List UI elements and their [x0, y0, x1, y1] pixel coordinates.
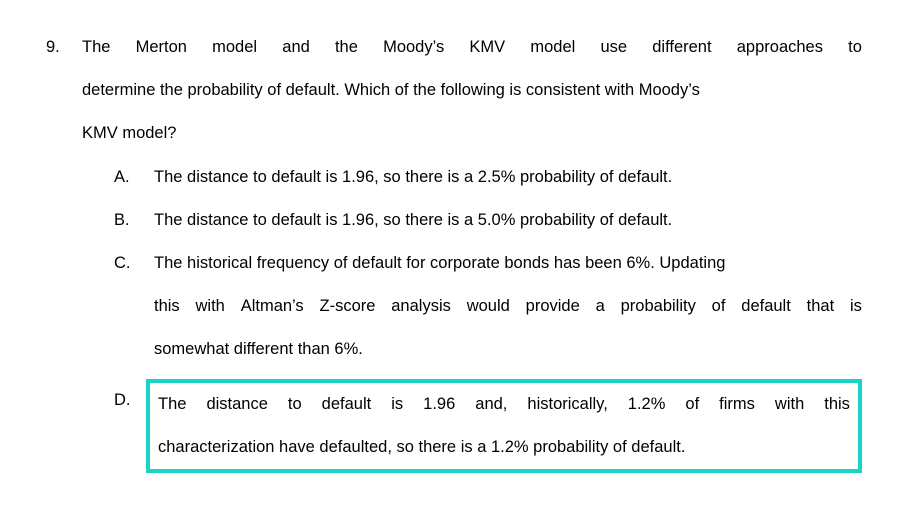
text-token: this	[824, 395, 850, 413]
text-token: model	[530, 38, 576, 56]
text-token: default	[741, 297, 791, 315]
text-token: the	[334, 38, 358, 56]
text-token: analysis	[391, 297, 451, 315]
choice-option-d[interactable]	[114, 379, 862, 473]
choice-option-b[interactable]	[114, 199, 862, 242]
choice-text	[154, 199, 862, 242]
text-token: The	[158, 395, 187, 413]
question-block	[42, 26, 862, 473]
text-token: with	[195, 297, 225, 315]
text-token: use	[600, 38, 628, 56]
choice-text	[146, 379, 862, 473]
text-token: The	[82, 38, 111, 56]
choice-option-a[interactable]	[114, 156, 862, 199]
text-token: with	[774, 395, 805, 413]
choice-text	[154, 242, 862, 371]
text-token: provide	[525, 297, 580, 315]
choice-letter: A.	[114, 168, 130, 186]
text-line: The distance to default is 1.96, so there is a 5.0% probability of default.	[154, 211, 673, 229]
text-line: characterization have defaulted, so there is a 1.2% probability of default.	[158, 438, 686, 456]
text-line	[154, 285, 862, 328]
text-token: distance	[206, 395, 268, 413]
choice-letter: B.	[114, 211, 130, 229]
text-token: this	[154, 297, 180, 315]
text-token: of	[685, 395, 700, 413]
text-line	[82, 26, 862, 69]
choice-option-c[interactable]	[114, 242, 862, 371]
text-token: and,	[475, 395, 508, 413]
choice-letter: D.	[114, 391, 131, 409]
choice-list	[82, 156, 862, 473]
text-token: Z-score	[319, 297, 376, 315]
question-number: 9.	[46, 38, 60, 56]
text-token: to	[848, 38, 862, 56]
choice-letter: C.	[114, 254, 131, 272]
text-token: historically,	[527, 395, 608, 413]
text-line: somewhat different than 6%.	[154, 340, 363, 358]
text-token: default	[321, 395, 372, 413]
text-token: is	[850, 297, 862, 315]
text-token: probability	[620, 297, 696, 315]
text-token: Merton	[135, 38, 187, 56]
text-token: and	[282, 38, 310, 56]
text-token: to	[287, 395, 302, 413]
text-line: The historical frequency of default for corporate bonds has been 6%. Updating	[154, 254, 726, 272]
text-token: firms	[719, 395, 755, 413]
text-token: model	[212, 38, 258, 56]
text-token: 1.2%	[627, 395, 666, 413]
text-line: determine the probability of default. Which of the following is consistent with Moody’s	[82, 81, 700, 99]
text-token: different	[652, 38, 712, 56]
text-line: KMV model?	[82, 124, 177, 142]
text-token: Altman’s	[240, 297, 304, 315]
choice-text	[154, 156, 862, 199]
text-token: Moody’s	[383, 38, 445, 56]
text-token: 1.96	[423, 395, 456, 413]
text-token: KMV	[469, 38, 506, 56]
text-token: would	[466, 297, 510, 315]
text-token: a	[595, 297, 605, 315]
text-token: is	[391, 395, 404, 413]
text-token: that	[806, 297, 835, 315]
question-body	[82, 26, 862, 473]
text-token: of	[711, 297, 726, 315]
question-stem	[82, 26, 862, 155]
text-line: The distance to default is 1.96, so there is a 2.5% probability of default.	[154, 168, 673, 186]
text-token: approaches	[736, 38, 823, 56]
text-line	[158, 383, 850, 426]
